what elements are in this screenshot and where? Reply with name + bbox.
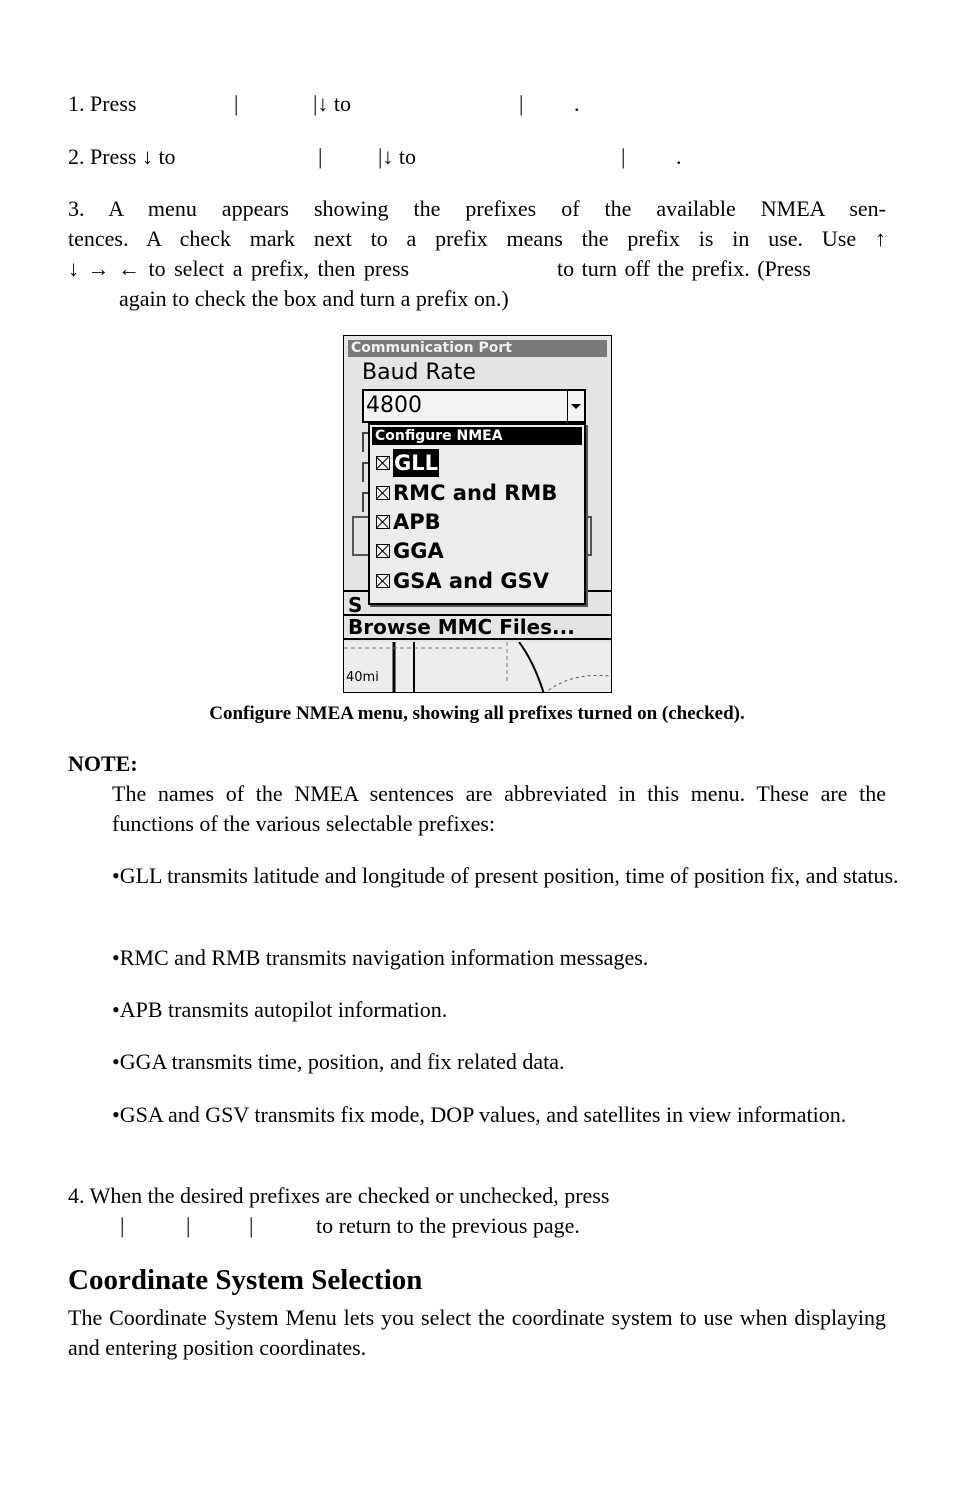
hidden-button-edge [352, 516, 368, 556]
step-4-separator: | [186, 1213, 191, 1238]
map-scale: 40mi [346, 670, 379, 685]
popup-title: Configure NMEA [372, 427, 582, 445]
nmea-option-apb[interactable] [376, 508, 441, 536]
step-1 [68, 89, 136, 119]
configure-nmea-popup [368, 423, 586, 605]
step-2-separator: | [318, 144, 323, 169]
step-2-period: . [676, 144, 682, 169]
step-3-line-4: again to check the box and turn a prefix on.) [119, 286, 509, 311]
step-4-separator: | [249, 1213, 254, 1238]
nmea-screenshot [343, 335, 612, 693]
menu-item-partial-label: S [348, 593, 363, 617]
figure-caption: Configure NMEA menu, showing all prefixes turned on (checked). [209, 703, 745, 724]
map-strip [344, 642, 611, 693]
step-2-press: 2. Press ↓ to [68, 144, 176, 169]
step-3-line-3a: ↓ → ← to select a prefix, then press [68, 256, 410, 281]
note-bullet: •GGA transmits time, position, and fix related data. [112, 1049, 565, 1074]
map-lines [344, 642, 611, 693]
step-1-separator: | [234, 91, 239, 116]
step-2-separator: | [621, 144, 626, 169]
chevron-down-icon[interactable] [567, 391, 584, 421]
step-1-separator: | [519, 91, 524, 116]
note-bullet: •GLL transmits latitude and longitude of present position, time of position fix, and status. [112, 863, 899, 888]
step-1-down-to: |↓ to [313, 91, 352, 116]
menu-item-browse-mmc[interactable] [344, 614, 611, 640]
nmea-option-gsa-gsv[interactable] [376, 567, 549, 595]
nmea-option-label: GGA [393, 539, 444, 563]
nmea-option-rmc-rmb[interactable] [376, 479, 557, 507]
nmea-option-label: GLL [394, 451, 438, 475]
nmea-option-gll[interactable] [376, 449, 439, 477]
nmea-option-label: GSA and GSV [393, 569, 550, 593]
section-heading: Coordinate System Selection [68, 1264, 423, 1296]
section-body: The Coordinate System Menu lets you select the coordinate system to use when displaying and entering position coordinates. [68, 1305, 886, 1360]
checkbox-icon[interactable] [376, 486, 390, 500]
note-heading: NOTE: [68, 751, 138, 776]
nmea-option-label: RMC and RMB [393, 481, 558, 505]
note-bullet: •APB transmits autopilot information. [112, 997, 448, 1022]
nmea-option-gga[interactable] [376, 537, 444, 565]
step-1-press: 1. Press [68, 91, 137, 116]
step-4-line-1: 4. When the desired prefixes are checked or unchecked, press [68, 1183, 610, 1208]
checkbox-icon[interactable] [376, 544, 390, 558]
note-bullet: •RMC and RMB transmits navigation information messages. [112, 945, 649, 970]
step-3-line-1: 3. A menu appears showing the prefixes of the available NMEA sen- [68, 196, 886, 221]
checkbox-icon[interactable] [376, 456, 390, 470]
baud-rate-dropdown[interactable] [362, 389, 586, 423]
nmea-option-label: APB [393, 510, 441, 534]
window-title: Communication Port [348, 340, 607, 357]
menu-item-browse-mmc-label: Browse MMC Files... [348, 615, 575, 639]
step-3-line-2: tences. A check mark next to a prefix means the prefix is in use. Use ↑ [68, 226, 886, 251]
step-4-line-2-end: to return to the previous page. [316, 1213, 580, 1238]
note-bullet: •GSA and GSV transmits fix mode, DOP values, and satellites in view information. [112, 1102, 847, 1127]
checkbox-icon[interactable] [376, 574, 390, 588]
step-4-separator: | [120, 1213, 125, 1238]
step-1-period: . [574, 91, 580, 116]
baud-rate-label: Baud Rate [362, 360, 476, 385]
step-2-down-to: |↓ to [378, 144, 417, 169]
baud-rate-value: 4800 [366, 393, 422, 418]
checkbox-icon[interactable] [376, 515, 390, 529]
note-intro: The names of the NMEA sentences are abbreviated in this menu. These are the functions of the various selectable prefixes: [112, 781, 886, 836]
step-3-line-3b: to turn off the prefix. (Press [557, 256, 811, 281]
